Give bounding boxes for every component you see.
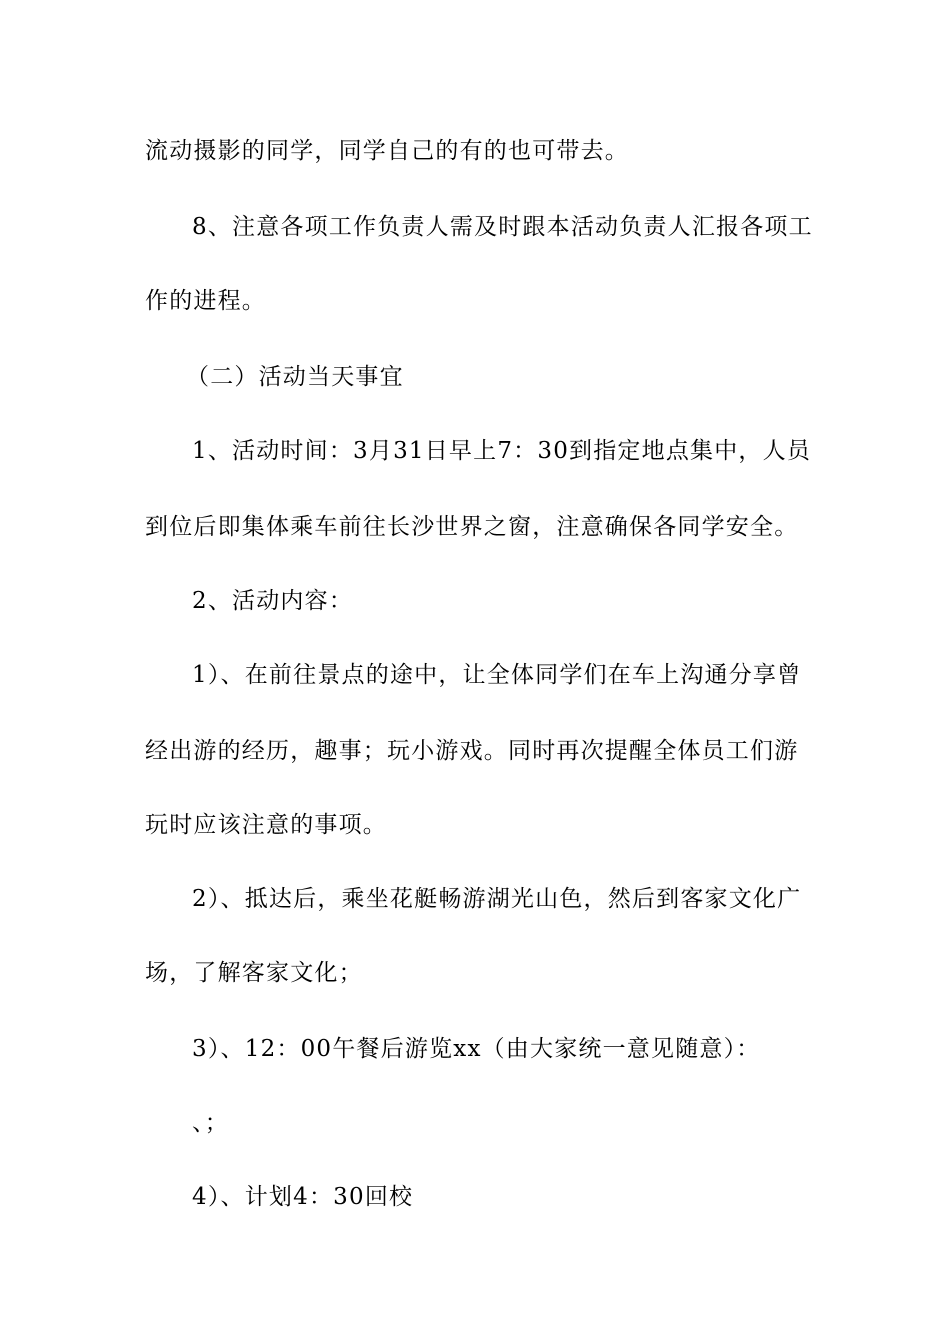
paragraph-line: 8、注意各项工作负责人需及时跟本活动负责人汇报各项工 bbox=[192, 214, 813, 240]
paragraph-line: 经出游的经历，趣事；玩小游戏。同时再次提醒全体员工们游 bbox=[145, 738, 799, 764]
paragraph-line: 3）、12：00午餐后游览xx（由大家统一意见随意）： bbox=[192, 1036, 761, 1062]
paragraph-line: 流动摄影的同学，同学自己的有的也可带去。 bbox=[145, 138, 629, 164]
paragraph-line: 到位后即集体乘车前往长沙世界之窗，注意确保各同学安全。 bbox=[145, 514, 799, 540]
paragraph-line: 1、活动时间：3月31日早上7：30到指定地点集中，人员 bbox=[192, 438, 812, 464]
paragraph-line: 1）、在前往景点的途中，让全体同学们在车上沟通分享曾 bbox=[192, 662, 802, 688]
paragraph-line: 2、活动内容： bbox=[192, 588, 354, 614]
section-heading: （二）活动当天事宜 bbox=[186, 364, 404, 390]
paragraph-line: 场，了解客家文化； bbox=[145, 960, 363, 986]
paragraph-line: 4）、计划4：30回校 bbox=[192, 1184, 414, 1210]
paragraph-line: 玩时应该注意的事项。 bbox=[145, 812, 387, 838]
paragraph-line: 、； bbox=[192, 1110, 229, 1136]
paragraph-line: 作的进程。 bbox=[145, 288, 266, 314]
paragraph-line: 2）、抵达后，乘坐花艇畅游湖光山色，然后到客家文化广 bbox=[192, 886, 802, 912]
